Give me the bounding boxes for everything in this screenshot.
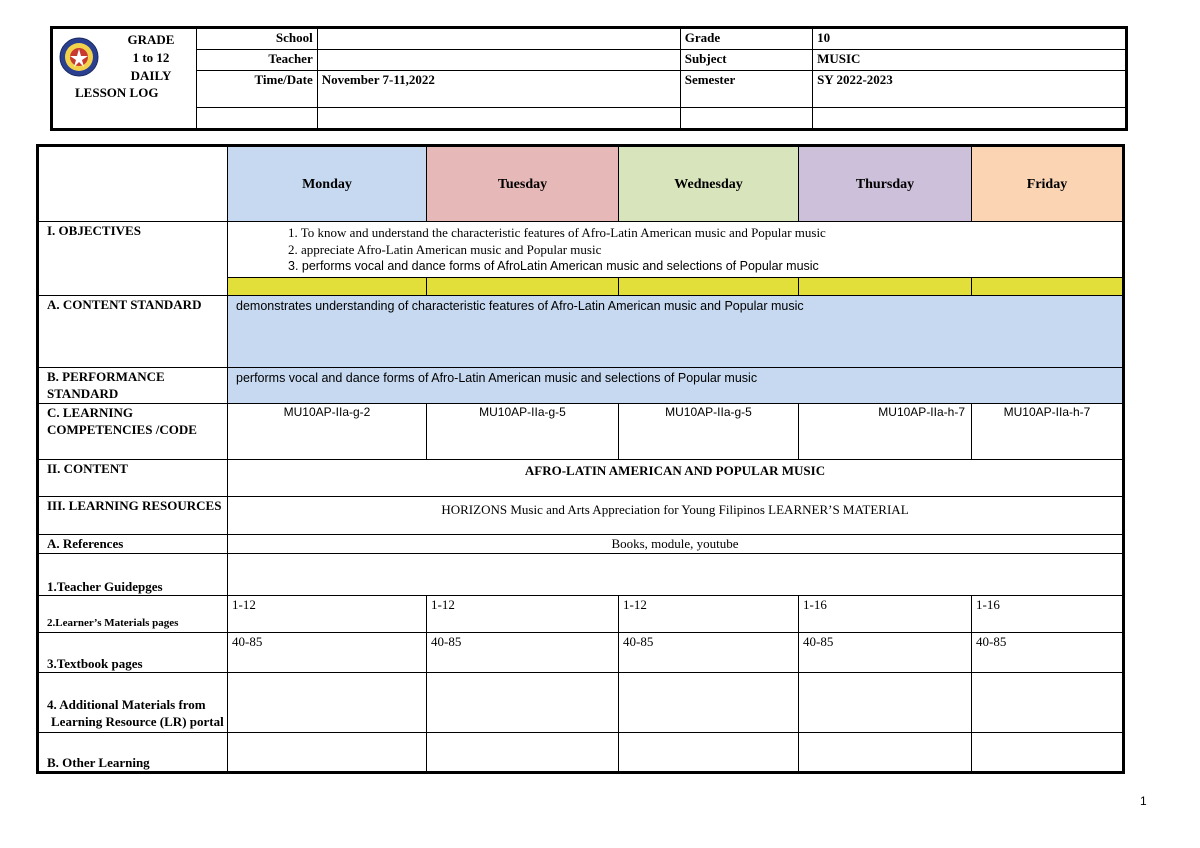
school-label: School	[197, 28, 317, 50]
resources-label: III. LEARNING RESOURCES	[38, 497, 228, 535]
day-monday: Monday	[228, 146, 427, 222]
semester-label: Semester	[680, 71, 812, 108]
content-standard-text: demonstrates understanding of characteristic features of Afro-Latin American music and Popular music	[228, 296, 1124, 368]
additional-materials-label: 4. Additional Materials from Learning Resource (LR) portal	[38, 673, 228, 733]
learner-materials-value: 1-16	[799, 596, 972, 633]
empty-cell	[680, 108, 812, 130]
competency-code: MU10AP-IIa-h-7	[972, 404, 1124, 460]
objectives-text	[228, 222, 1124, 278]
competencies-row	[38, 404, 1124, 460]
objective-item: 2. appreciate Afro-Latin American music and Popular music	[288, 242, 602, 257]
competency-code: MU10AP-IIa-g-5	[619, 404, 799, 460]
other-learning-row	[38, 733, 1124, 773]
learner-materials-label: 2.Learner’s Materials pages	[38, 596, 228, 633]
time-label: Time/Date	[197, 71, 317, 108]
additional-cell	[972, 673, 1124, 733]
content-row	[38, 460, 1124, 497]
yellow-cell	[619, 278, 799, 296]
yellow-cell	[427, 278, 619, 296]
lesson-log-label: LESSON LOG	[75, 85, 159, 100]
empty-cell	[317, 108, 680, 130]
yellow-cell	[972, 278, 1124, 296]
teacher-label: Teacher	[197, 50, 317, 71]
learner-materials-value: 1-12	[619, 596, 799, 633]
textbook-value: 40-85	[228, 633, 427, 673]
performance-standard-row	[38, 368, 1124, 404]
content-standard-label: A. CONTENT STANDARD	[38, 296, 228, 368]
competency-code: MU10AP-IIa-g-5	[427, 404, 619, 460]
day-tuesday: Tuesday	[427, 146, 619, 222]
other-learning-cell	[972, 733, 1124, 773]
corner-cell	[38, 146, 228, 222]
teacher-guide-label: 1.Teacher Guidepges	[38, 554, 228, 596]
subject-label: Subject	[680, 50, 812, 71]
other-learning-cell	[619, 733, 799, 773]
textbook-value: 40-85	[799, 633, 972, 673]
header-table	[50, 26, 1128, 131]
objectives-row	[38, 222, 1124, 278]
additional-cell	[799, 673, 972, 733]
additional-materials-row	[38, 673, 1124, 733]
page-number: 1	[1140, 794, 1147, 808]
grade-label: Grade	[680, 28, 812, 50]
learner-materials-value: 1-12	[228, 596, 427, 633]
other-learning-cell	[228, 733, 427, 773]
deped-seal-icon	[59, 31, 99, 85]
lesson-table	[36, 144, 1125, 774]
day-wednesday: Wednesday	[619, 146, 799, 222]
semester-value[interactable]: SY 2022-2023	[813, 71, 1127, 108]
textbook-row	[38, 633, 1124, 673]
time-value[interactable]: November 7-11,2022	[317, 71, 680, 108]
performance-standard-text: performs vocal and dance forms of Afro-Latin American music and selections of Popular music	[228, 368, 1124, 404]
grade-value[interactable]: 10	[813, 28, 1127, 50]
additional-cell	[228, 673, 427, 733]
yellow-cell	[228, 278, 427, 296]
other-learning-cell	[799, 733, 972, 773]
day-header-row	[38, 146, 1124, 222]
teacher-guide-cell	[228, 554, 1124, 596]
school-value[interactable]	[317, 28, 680, 50]
teacher-guide-row	[38, 554, 1124, 596]
additional-cell	[427, 673, 619, 733]
other-learning-label: B. Other Learning	[38, 733, 228, 773]
textbook-value: 40-85	[972, 633, 1124, 673]
subject-value[interactable]: MUSIC	[813, 50, 1127, 71]
references-label: A. References	[38, 535, 228, 554]
teacher-value[interactable]	[317, 50, 680, 71]
day-friday: Friday	[972, 146, 1124, 222]
objective-item: 1. To know and understand the characteristic features of Afro-Latin American music and Popular music	[288, 225, 826, 240]
competencies-label: C. LEARNING COMPETENCIES /CODE	[38, 404, 228, 460]
textbook-value: 40-85	[427, 633, 619, 673]
grade-cell	[52, 28, 197, 130]
references-text: Books, module, youtube	[228, 535, 1124, 554]
empty-cell	[813, 108, 1127, 130]
objective-item: 3. performs vocal and dance forms of AfroLatin American music and selections of Popular music	[288, 259, 819, 273]
grade-title: GRADE 1 to 12 DAILY	[127, 32, 175, 83]
yellow-cell	[799, 278, 972, 296]
objectives-label: I. OBJECTIVES	[38, 222, 228, 296]
resources-row	[38, 497, 1124, 535]
competency-code: MU10AP-IIa-h-7	[799, 404, 972, 460]
learner-materials-value: 1-16	[972, 596, 1124, 633]
resources-text: HORIZONS Music and Arts Appreciation for Young Filipinos LEARNER’S MATERIAL	[228, 497, 1124, 535]
learner-materials-value: 1-12	[427, 596, 619, 633]
content-text: AFRO-LATIN AMERICAN AND POPULAR MUSIC	[228, 460, 1124, 497]
empty-cell	[197, 108, 317, 130]
performance-standard-label: B. PERFORMANCE STANDARD	[38, 368, 228, 404]
references-row	[38, 535, 1124, 554]
content-label: II. CONTENT	[38, 460, 228, 497]
textbook-value: 40-85	[619, 633, 799, 673]
additional-cell	[619, 673, 799, 733]
content-standard-row	[38, 296, 1124, 368]
day-thursday: Thursday	[799, 146, 972, 222]
competency-code: MU10AP-IIa-g-2	[228, 404, 427, 460]
other-learning-cell	[427, 733, 619, 773]
textbook-label: 3.Textbook pages	[38, 633, 228, 673]
learner-materials-row	[38, 596, 1124, 633]
